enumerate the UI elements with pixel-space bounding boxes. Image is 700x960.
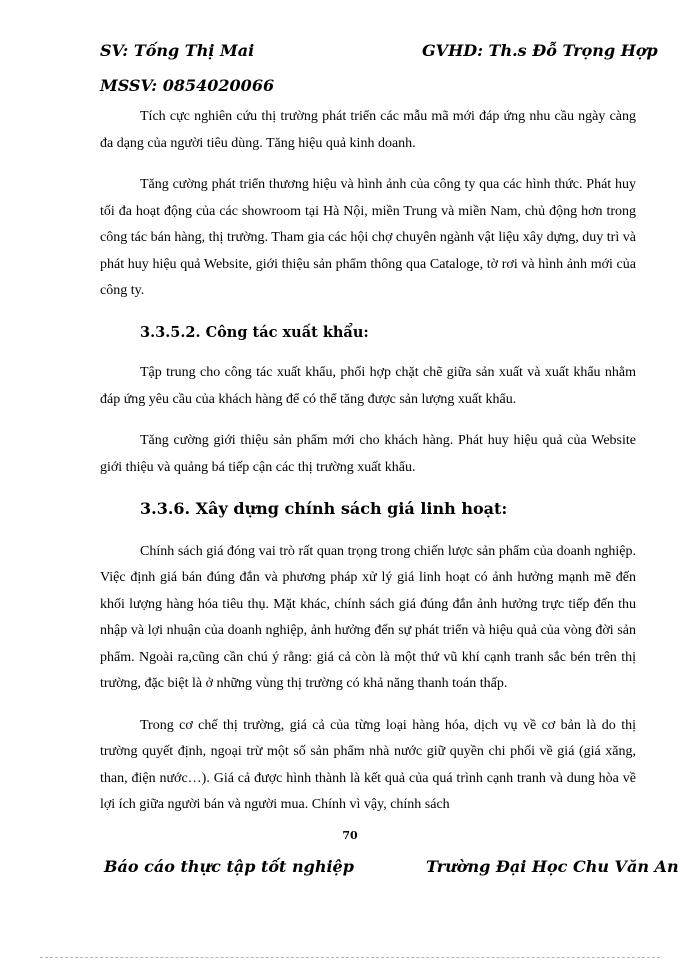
header-advisor-name: GVHD: Th.s Đỗ Trọng Hợp [422,41,658,60]
page-number: 70 [342,829,358,842]
header-student-name: SV: Tống Thị Mai [100,41,255,60]
paragraph-export-focus: Tập trung cho công tác xuất khẩu, phối hợp chặt chẽ giữa sản xuất và xuất khẩu nhằm đáp ứng yêu cầu của khách hàng để có thể tăng được sản lượng xuất khẩu. [100,365,636,407]
paragraph-market-research: Tích cực nghiên cứu thị trường phát triển các mẫu mã mới đáp ứng nhu cầu ngày càng đa dạng của người tiêu dùng. Tăng hiệu quả kinh doanh. [100,109,636,151]
paragraph-brand-development: Tăng cường phát triển thương hiệu và hình ảnh của công ty qua các hình thức. Phát huy tối đa hoạt động của các showroom tại Hà Nội, miền Trung và miền Nam, chủ động hơn trong công tác bán hàng, thị trường. Tham gia các hội chợ chuyên ngành vật liệu xây dựng, duy trì và phát huy hiệu quả Website, giới thiệu sản phẩm thông qua Cataloge, tờ rơi và hình ảnh mới của công ty. [100,177,636,298]
paragraph-market-mechanism: Trong cơ chế thị trường, giá cả của từng loại hàng hóa, dịch vụ về cơ bản là do thị trường quyết định, ngoại trừ một số sản phẩm nhà nước giữ quyền chi phối về giá (giá xăng, than, điện nước…). Giá cả được hình thành là kết quả của quá trình cạnh tranh và dung hòa về lợi ích giữa người bán và người mua. Chính vì vậy, chính sách [100,717,636,812]
footer-report-title: Báo cáo thực tập tốt nghiệp [104,857,354,876]
header-student-id: MSSV: 0854020066 [100,76,275,95]
paragraph-export-promotion: Tăng cường giới thiệu sản phẩm mới cho khách hàng. Phát huy hiệu quả của Website giới thiệu và quảng bá tiếp cận các thị trường xuất khẩu. [100,433,636,475]
page-bottom-divider [40,957,660,958]
paragraph-pricing-role: Chính sách giá đóng vai trò rất quan trọng trong chiến lược sản phẩm của doanh nghiệp. Việc định giá bán đúng đắn và phương pháp xử lý giá linh hoạt có ảnh hưởng mạnh mẽ đến khối lượng hàng hóa tiêu thụ. Mặt khác, chính sách giá đúng đắn ảnh hưởng trực tiếp đến thu nhập và lợi nhuận của doanh nghiệp, ảnh hưởng đến sự phát triển và hiệu quả của vòng đời sản phẩm. Ngoài ra,cũng cần chú ý rằng: giá cả còn là một thứ vũ khí cạnh tranh sắc bén trên thị trường, đặc biệt là ở những vùng thị trường có khả năng thanh toán thấp. [100,543,636,691]
footer-school-name: Trường Đại Học Chu Văn An [426,857,679,876]
document-body [100,104,636,819]
heading-pricing-policy: 3.3.6. Xây dựng chính sách giá linh hoạt: [140,499,508,518]
heading-export-work: 3.3.5.2. Công tác xuất khẩu: [140,323,369,341]
